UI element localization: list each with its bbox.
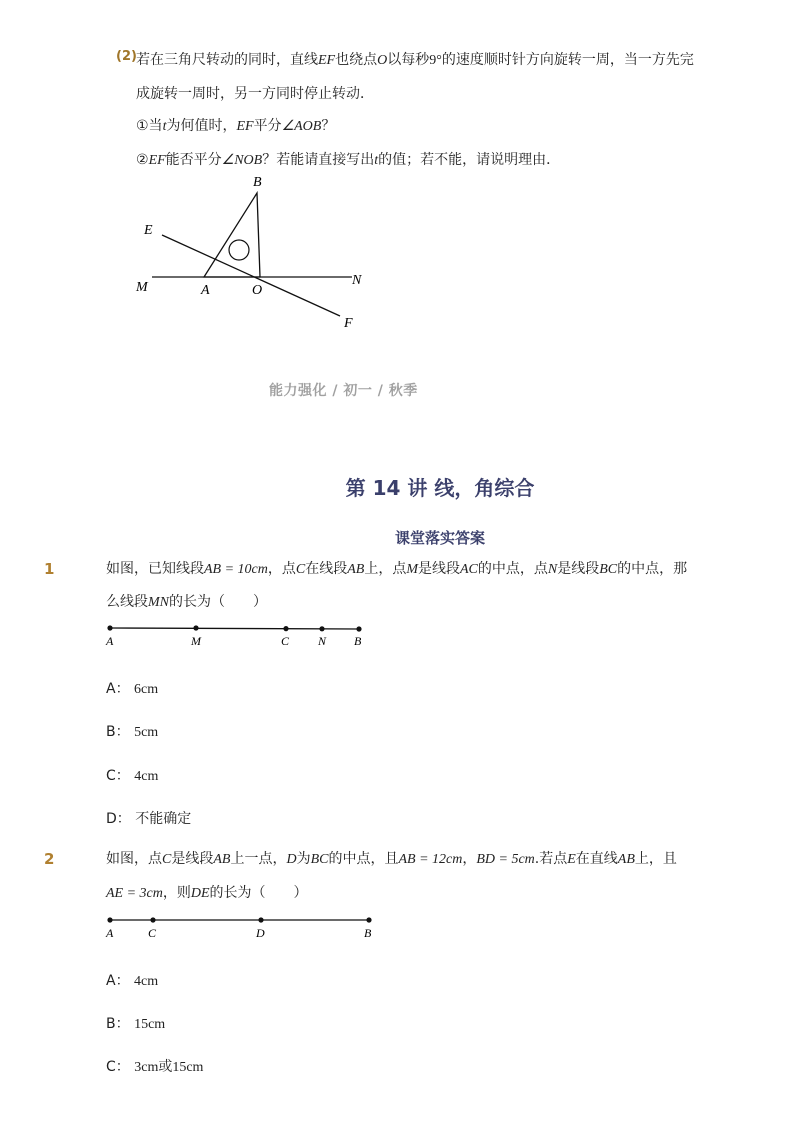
- q2-line1: [106, 849, 677, 870]
- part2-line1: [136, 50, 694, 71]
- point-n: [319, 626, 324, 631]
- math-angle-nob: ∠NOB: [221, 153, 263, 168]
- text: 的中点，且: [328, 851, 399, 867]
- q2-line2: [106, 883, 308, 904]
- option-letter: A：: [106, 973, 130, 989]
- label-n: N: [318, 634, 327, 648]
- point-a: [107, 625, 112, 630]
- label-n: N: [352, 273, 362, 288]
- math: BC: [599, 562, 618, 577]
- text: 上，且: [634, 851, 677, 867]
- text: 的值；若不能，请说明理由．: [378, 152, 561, 168]
- text: 是线段: [557, 561, 600, 577]
- text: 平分: [253, 118, 282, 134]
- math: C: [295, 562, 306, 577]
- math: D: [286, 852, 297, 867]
- triangle-hole: [229, 240, 249, 260]
- label-a: A: [201, 283, 210, 298]
- math-o: O: [377, 53, 388, 68]
- text: 以每秒: [387, 52, 430, 68]
- text: 如图，点: [106, 851, 162, 867]
- text: ①当: [136, 118, 163, 134]
- option-value: 3cm或15cm: [134, 1060, 204, 1075]
- label-c: C: [148, 926, 157, 940]
- option-value: 4cm: [134, 974, 159, 989]
- label-b: B: [354, 634, 362, 648]
- point-b: [366, 917, 371, 922]
- math: BD = 5cm: [476, 852, 535, 867]
- point-c: [283, 626, 288, 631]
- math-ef: EF: [236, 119, 254, 134]
- option-value: 不能确定: [135, 811, 192, 827]
- option-value: 6cm: [134, 682, 159, 697]
- text: ，则: [162, 885, 191, 901]
- label-m: M: [136, 280, 148, 295]
- label-a: A: [106, 634, 114, 648]
- label-o: O: [252, 283, 263, 298]
- label-e: E: [144, 223, 153, 238]
- text: ？若能请直接写出: [262, 152, 375, 168]
- math: M: [406, 562, 418, 577]
- option-letter: C：: [106, 768, 130, 784]
- question-number: 2: [44, 850, 55, 868]
- text: ②: [136, 152, 149, 168]
- text: 上一点，: [230, 851, 287, 867]
- label-d: D: [256, 926, 265, 940]
- text: ，点: [267, 561, 296, 577]
- point-d: [258, 917, 263, 922]
- text: 为何值时，: [166, 118, 237, 134]
- part2-line2: 成旋转一周时，另一方同时停止转动．: [136, 86, 374, 102]
- q1-line2: [106, 592, 267, 613]
- segment-figure-2: [100, 912, 385, 944]
- triangle-ruler: [204, 193, 260, 277]
- text: 在直线: [575, 851, 618, 867]
- text: 也绕点: [335, 52, 378, 68]
- label-f: F: [344, 316, 353, 331]
- option-letter: A：: [106, 681, 130, 697]
- option-value: 4cm: [134, 769, 159, 784]
- math: BC: [310, 852, 329, 867]
- option-value: 15cm: [134, 1017, 166, 1032]
- text: .若点: [534, 851, 568, 867]
- q1-line1: [106, 559, 687, 580]
- math: AE = 3cm: [106, 886, 163, 901]
- math-t: t: [374, 153, 379, 168]
- question-number: 1: [44, 560, 55, 578]
- text: 能否平分: [165, 152, 222, 168]
- line-ef: [162, 235, 340, 316]
- label-b: B: [364, 926, 372, 940]
- option-letter: B：: [106, 1016, 130, 1032]
- text: 是线段: [171, 851, 214, 867]
- label-c: C: [281, 634, 290, 648]
- page-footer: 能力强化 / 初一 / 秋季: [269, 383, 418, 399]
- option-a[interactable]: [106, 970, 158, 990]
- point-c: [150, 917, 155, 922]
- option-letter: D：: [106, 811, 131, 827]
- math: AB: [213, 852, 231, 867]
- option-a[interactable]: [106, 678, 158, 698]
- text: ，: [462, 851, 477, 867]
- option-value: 5cm: [134, 725, 159, 740]
- math-ef: EF: [318, 53, 336, 68]
- math: C: [162, 852, 172, 867]
- text: 的中点，那: [617, 561, 688, 577]
- label-a: A: [106, 926, 114, 940]
- math: AB = 10cm: [204, 562, 268, 577]
- part2-question1: [136, 116, 335, 137]
- math: AB = 12cm: [398, 852, 463, 867]
- option-c[interactable]: [106, 1056, 203, 1076]
- text: 如图，已知线段: [106, 561, 204, 577]
- point-a: [107, 917, 112, 922]
- option-letter: C：: [106, 1059, 130, 1075]
- text: 的长为（ ）: [209, 885, 308, 901]
- math-angle-aob: ∠AOB: [281, 119, 322, 134]
- part-label: (2): [116, 49, 137, 64]
- option-letter: B：: [106, 724, 130, 740]
- math: AC: [460, 562, 478, 577]
- text: 为: [296, 851, 311, 867]
- option-d[interactable]: [106, 808, 191, 828]
- math: AB: [617, 852, 635, 867]
- segment-figure-1: [100, 620, 370, 652]
- option-b[interactable]: [106, 721, 158, 741]
- text: 的速度顺时针方向旋转一周，当一方先完: [441, 52, 694, 68]
- text: 上，点: [364, 561, 407, 577]
- math: AB: [347, 562, 365, 577]
- geometry-figure: [130, 170, 380, 340]
- math-ef: EF: [148, 153, 166, 168]
- option-b[interactable]: [106, 1013, 165, 1033]
- text: 在线段: [305, 561, 348, 577]
- section-title: 课堂落实答案: [394, 529, 485, 547]
- text: ？: [321, 118, 336, 134]
- text: 若在三角尺转动的同时，直线: [136, 52, 318, 68]
- text: 是线段: [418, 561, 460, 577]
- point-b: [356, 626, 361, 631]
- math-t: t: [162, 119, 167, 134]
- math: DE: [190, 886, 210, 901]
- text: 的长为（ ）: [169, 594, 267, 610]
- lecture-title: 第 14 讲 线，角综合: [345, 476, 535, 500]
- point-m: [193, 625, 198, 630]
- text: 的中点，点: [477, 561, 548, 577]
- part2-question2: [136, 150, 560, 171]
- math: E: [567, 852, 576, 867]
- option-c[interactable]: [106, 765, 158, 785]
- math: N: [547, 562, 558, 577]
- label-m: M: [191, 634, 201, 648]
- math: MN: [148, 595, 169, 610]
- text: 么线段: [106, 594, 148, 610]
- label-b: B: [253, 175, 262, 190]
- math-speed: 9°: [429, 53, 442, 68]
